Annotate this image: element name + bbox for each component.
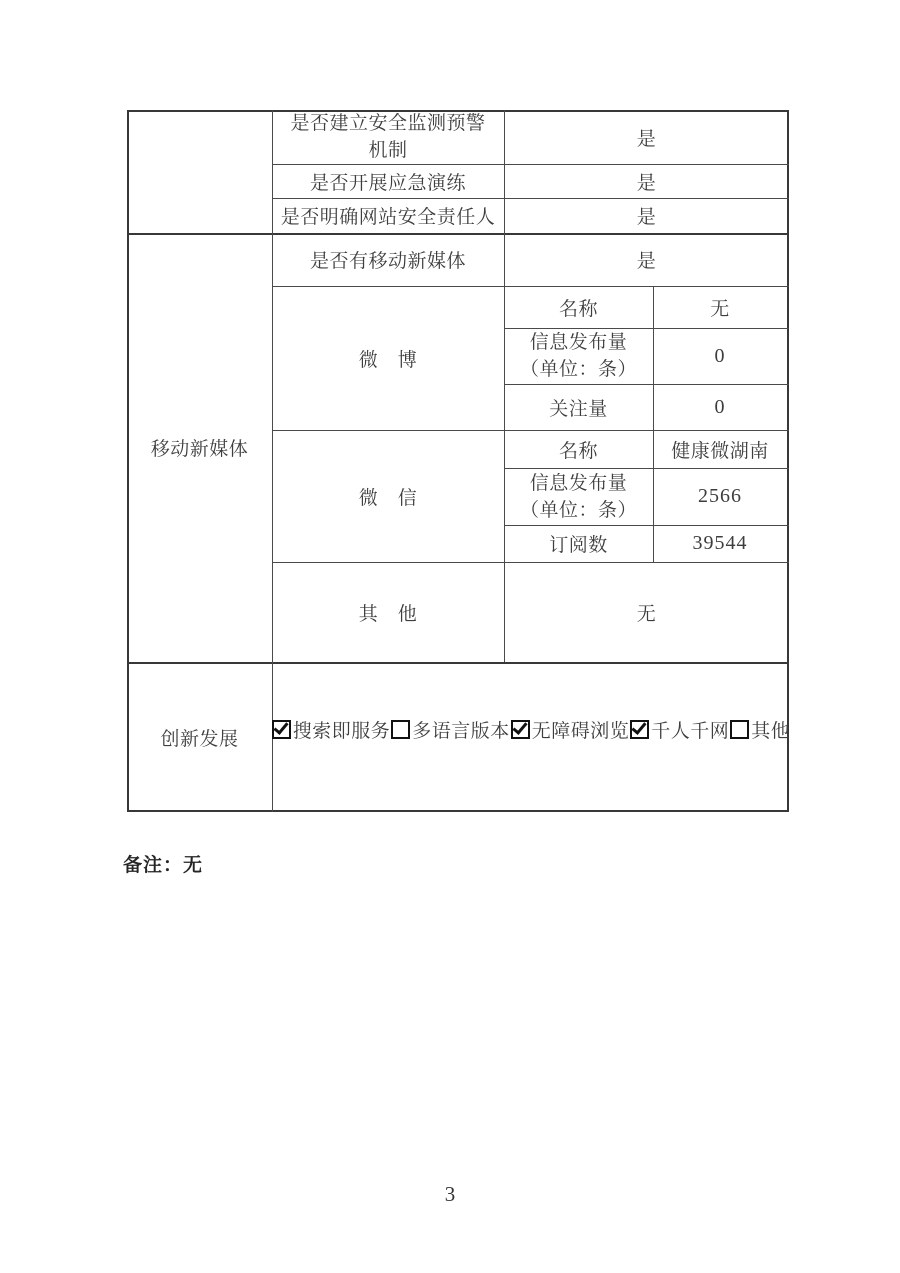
weibo-label: 微 博 — [358, 349, 418, 371]
other-media-label: 其 他 — [358, 603, 418, 625]
wechat-name-value: 健康微湖南 — [671, 440, 769, 462]
weibo-name-label: 名称 — [558, 298, 598, 320]
weibo-posts-label-line2: （单位：条） — [519, 359, 637, 380]
security-row-3-label: 是否明确网站安全责任人 — [280, 207, 496, 228]
security-row-2-label: 是否开展应急演练 — [309, 172, 466, 194]
page-number: 3 — [444, 1182, 456, 1206]
wechat-label: 微 信 — [358, 487, 418, 509]
checkbox-unchecked-icon — [391, 720, 410, 739]
checkbox-checked-icon — [511, 720, 530, 739]
has-mobile-value: 是 — [636, 251, 657, 272]
innovation-option-label: 多语言版本 — [412, 720, 510, 742]
weibo-name-value: 无 — [710, 298, 730, 320]
security-row-1-label-line2: 机制 — [368, 140, 408, 161]
report-table — [127, 110, 789, 812]
weibo-followers-value: 0 — [714, 395, 726, 418]
wechat-subscribers-label: 订阅数 — [549, 535, 608, 556]
innovation-options — [271, 716, 791, 743]
wechat-subscribers-value: 39544 — [692, 532, 748, 554]
has-mobile-label: 是否有移动新媒体 — [309, 251, 466, 272]
security-row-1-label-line1: 是否建立安全监测预警 — [290, 113, 486, 134]
wechat-name-label: 名称 — [558, 440, 598, 462]
carryover-empty-cell — [127, 110, 272, 233]
mobile-media-section-label: 移动新媒体 — [150, 439, 249, 460]
weibo-followers-label: 关注量 — [549, 398, 608, 420]
innovation-section-label: 创新发展 — [160, 728, 239, 750]
innovation-value-cell — [272, 662, 789, 812]
innovation-option — [390, 716, 510, 743]
weibo-posts-label — [504, 328, 653, 384]
wechat-posts-label-line1: 信息发布量 — [529, 472, 628, 494]
checkbox-checked-icon — [272, 720, 291, 739]
innovation-option — [729, 716, 790, 743]
security-row-1-value: 是 — [636, 128, 657, 150]
innovation-option — [629, 716, 729, 743]
security-row-2-value: 是 — [636, 172, 657, 194]
innovation-option-label: 其他 — [751, 720, 791, 742]
checkbox-checked-icon — [630, 720, 649, 739]
wechat-posts-label-line2: （单位：条） — [519, 499, 637, 521]
weibo-posts-value: 0 — [714, 344, 726, 367]
wechat-posts-label — [504, 468, 653, 525]
note-label: 备注： — [123, 855, 184, 876]
innovation-option-label: 千人千网 — [651, 720, 730, 742]
weibo-posts-label-line1: 信息发布量 — [529, 332, 628, 353]
innovation-option — [271, 716, 391, 743]
innovation-option-label: 无障碍浏览 — [531, 720, 630, 742]
checkbox-unchecked-icon — [730, 720, 749, 739]
note-value: 无 — [183, 855, 204, 876]
other-media-value: 无 — [636, 603, 657, 625]
note — [123, 850, 203, 877]
security-row-1-label — [272, 110, 504, 164]
innovation-option — [510, 716, 630, 743]
innovation-option-label: 搜索即服务 — [292, 720, 391, 742]
security-row-3-value: 是 — [636, 207, 657, 228]
wechat-posts-value: 2566 — [698, 485, 742, 507]
